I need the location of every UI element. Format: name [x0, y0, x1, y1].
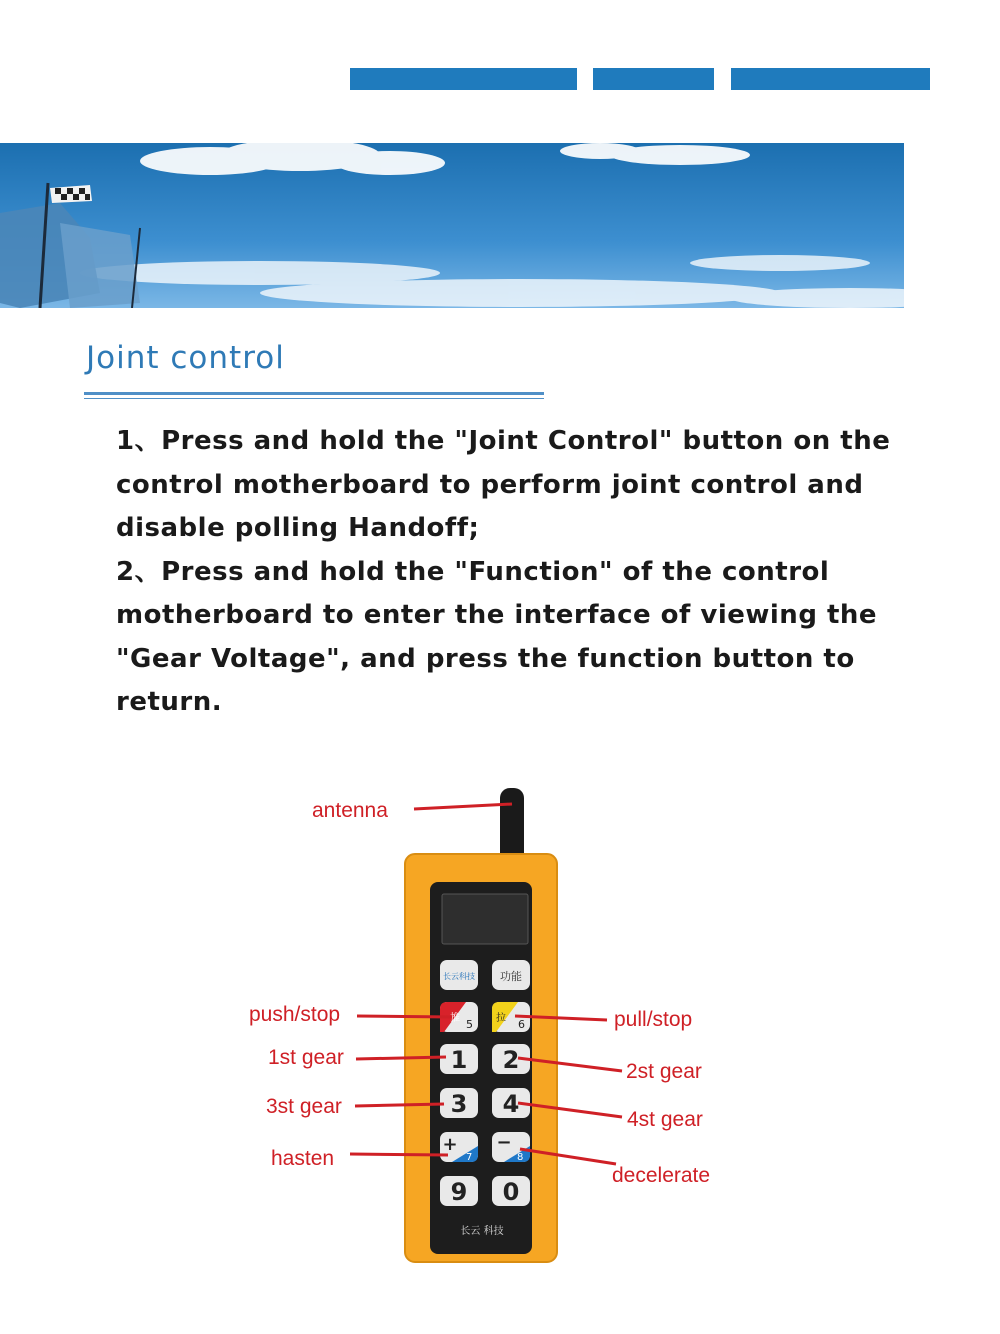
gear-2-key-label: 2	[502, 1046, 520, 1074]
hasten-key-num: 7	[466, 1152, 473, 1163]
header-bar-1	[350, 68, 577, 90]
title-underline	[84, 392, 544, 395]
antenna-pointer	[414, 804, 512, 809]
section-title: Joint control	[86, 340, 285, 376]
logo-key-label: 长云科技	[443, 972, 475, 981]
header-bar-2	[593, 68, 714, 90]
lcd-display	[442, 894, 528, 944]
remote-control-diagram	[0, 760, 1000, 1280]
sky-banner-image	[0, 143, 904, 308]
gear-1-key-label: 1	[450, 1046, 468, 1074]
header-bar-3	[731, 68, 930, 90]
instructions	[116, 420, 916, 725]
gear-3-label: 3st gear	[266, 1095, 342, 1118]
decelerate-key-num: 8	[517, 1152, 524, 1163]
title-underline-thin	[84, 398, 544, 399]
hasten-pointer	[350, 1154, 448, 1155]
decelerate-label: decelerate	[612, 1164, 711, 1187]
hasten-key-symbol: +	[442, 1134, 458, 1155]
key-0-label: 0	[502, 1178, 520, 1206]
push-key-num: 5	[466, 1018, 473, 1031]
hasten-label: hasten	[271, 1147, 335, 1170]
gear-3-key-label: 3	[450, 1090, 468, 1118]
key-9-label: 9	[450, 1178, 468, 1206]
instruction-2: 2、Press and hold the "Function" of the control motherboard to enter the interface of viewing the "Gear Voltage", and press the function button to return.	[116, 556, 878, 717]
gear-4-key-label: 4	[502, 1090, 520, 1118]
gear-1-label: 1st gear	[268, 1046, 344, 1069]
gear-2-label: 2st gear	[626, 1060, 702, 1083]
instruction-1: 1、Press and hold the "Joint Control" button on the control motherboard to perform joint control and disable polling Handoff;	[116, 426, 891, 543]
remote-brand: 长云 科技	[460, 1226, 504, 1237]
gear-3-pointer	[355, 1104, 444, 1106]
gear-4-label: 4st gear	[627, 1108, 703, 1131]
gear-1-pointer	[356, 1057, 446, 1059]
push-stop-pointer	[357, 1016, 452, 1017]
push-key-char: 推	[450, 1013, 460, 1024]
decelerate-key-symbol: −	[496, 1132, 512, 1153]
function-key-label: 功能	[500, 970, 522, 983]
push-stop-label: push/stop	[249, 1003, 341, 1026]
pull-key-char: 拉	[496, 1013, 506, 1024]
antenna-label: antenna	[312, 799, 388, 822]
pull-key-num: 6	[518, 1018, 525, 1031]
pull-stop-label: pull/stop	[614, 1008, 693, 1031]
